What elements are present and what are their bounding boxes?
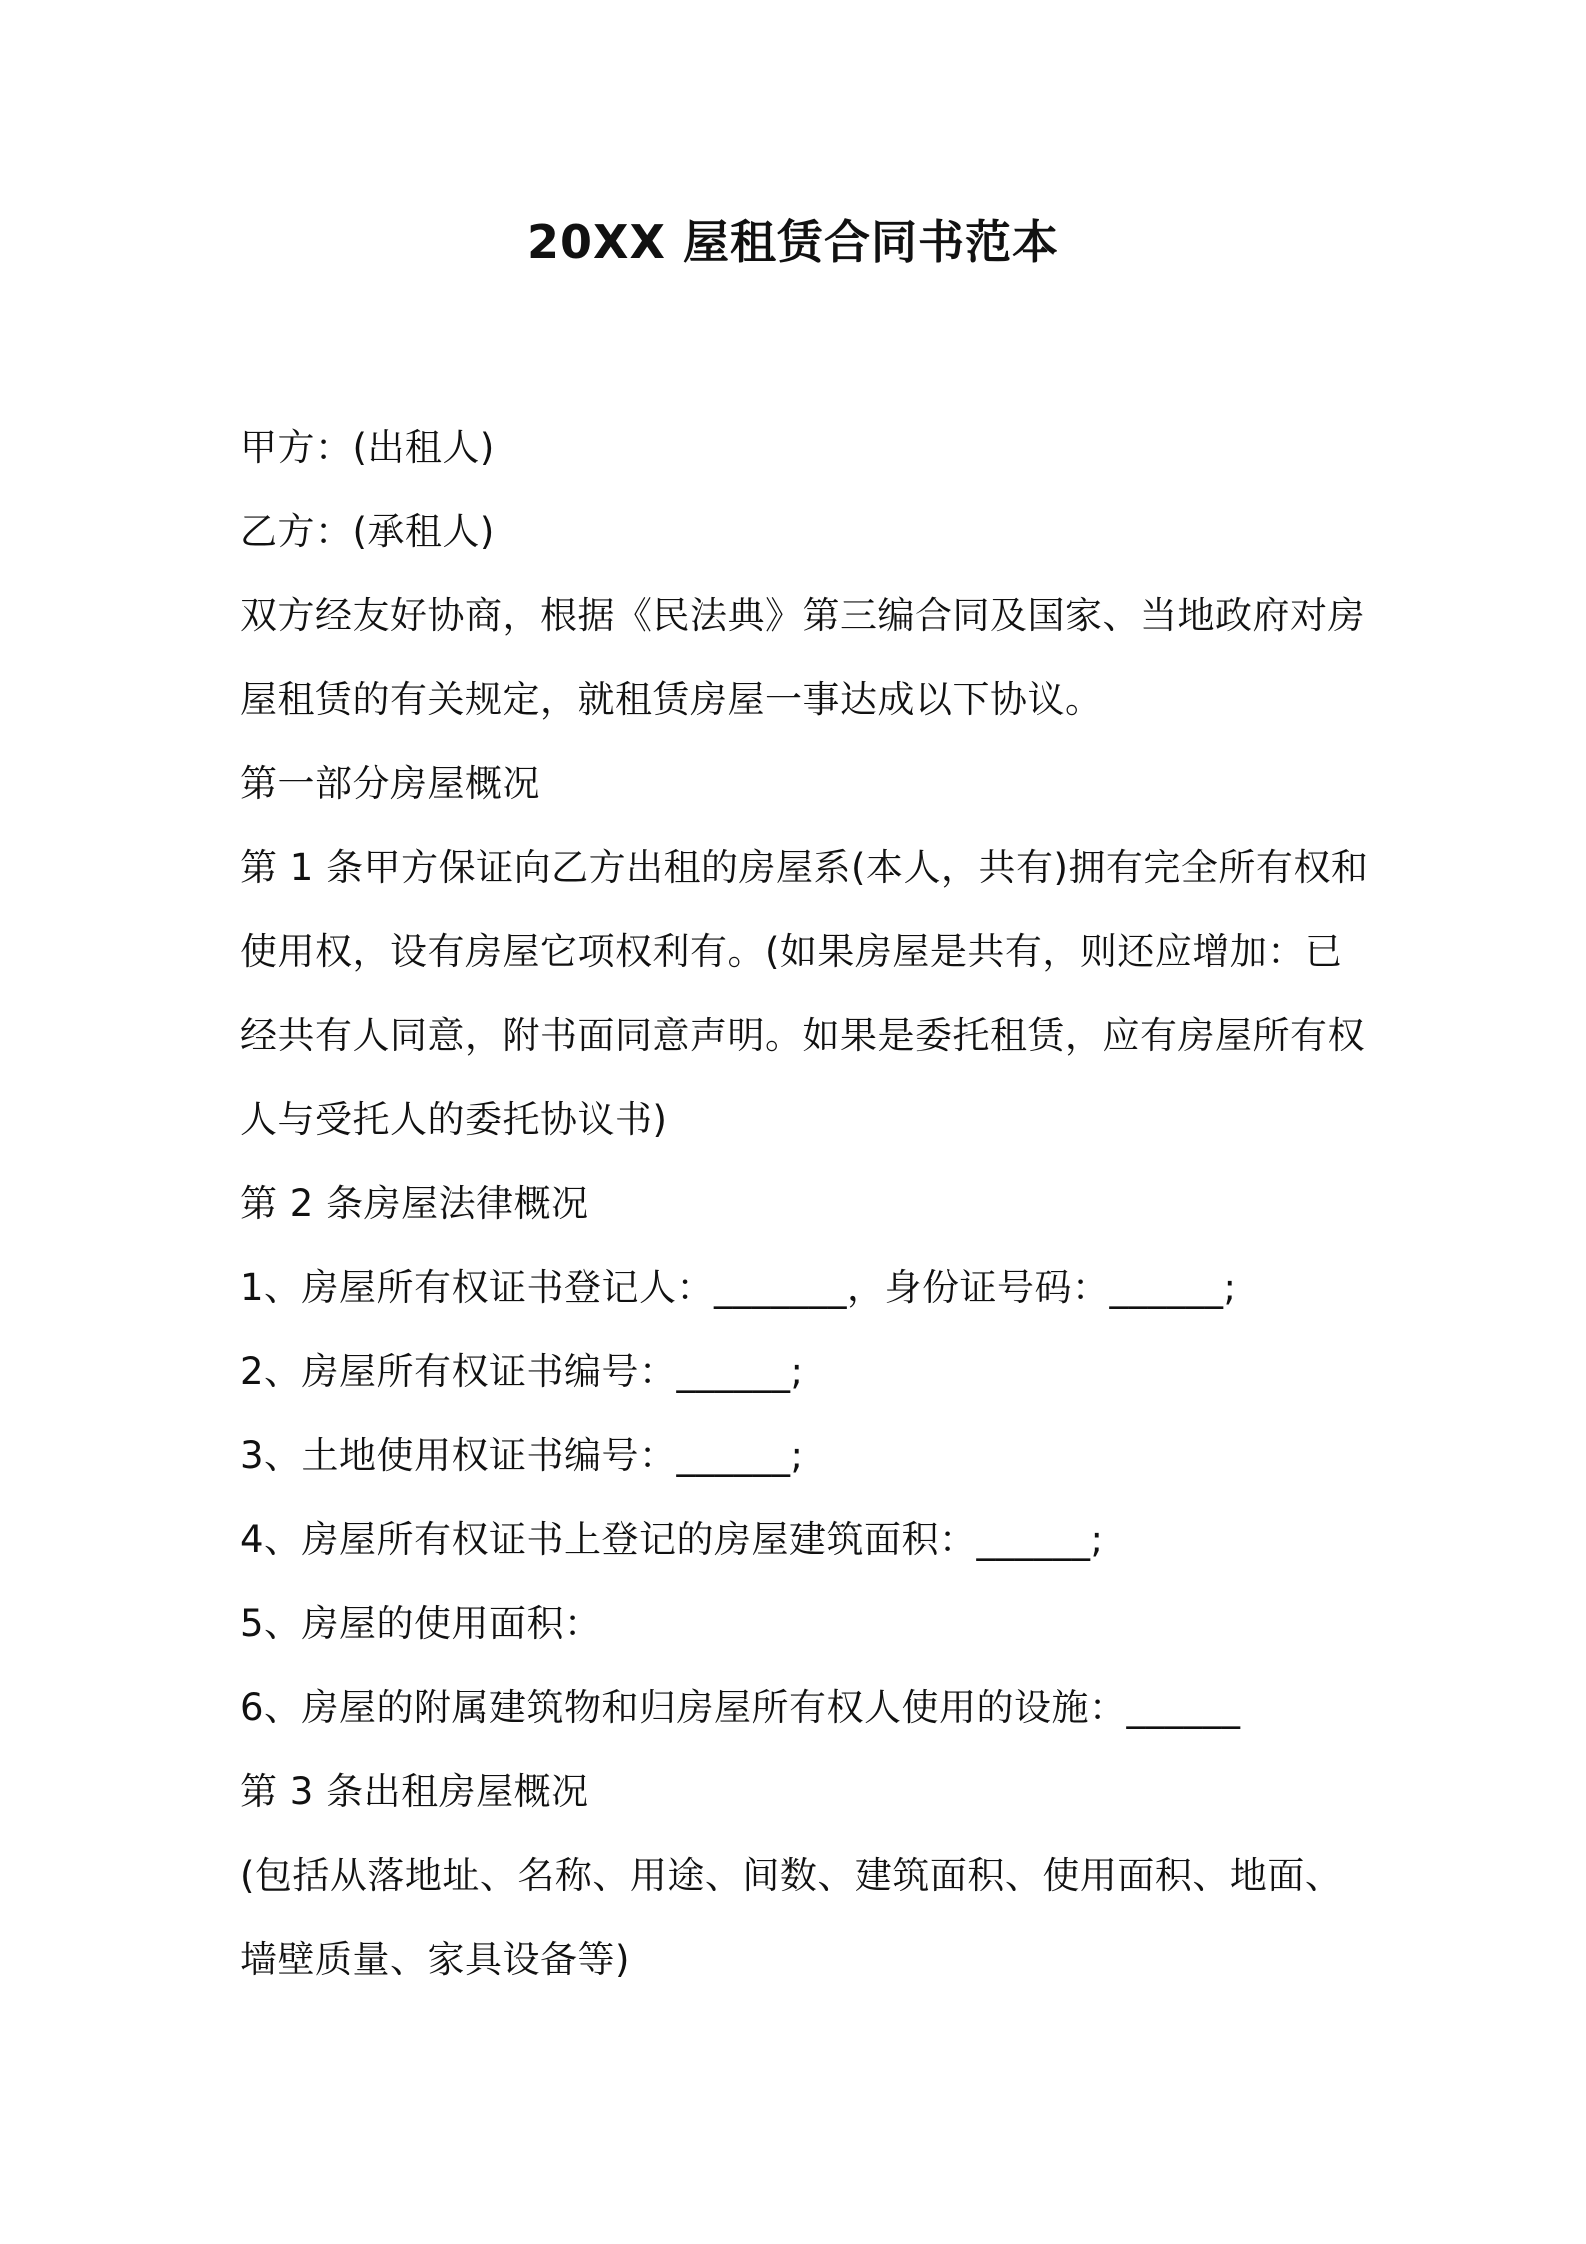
- article-1-line-1: 第 1 条甲方保证向乙方出租的房屋系(本人，共有)拥有完全所有权和: [240, 846, 1369, 889]
- article-2-heading: 第 2 条房屋法律概况: [240, 1182, 589, 1225]
- party-b-line: 乙方：(承租人): [240, 510, 495, 553]
- article-2-item-6: 6、房屋的附属建筑物和归房屋所有权人使用的设施：______: [240, 1686, 1241, 1729]
- article-2-item-3: 3、土地使用权证书编号：______;: [240, 1434, 804, 1477]
- article-1-line-2: 使用权，设有房屋它项权利有。(如果房屋是共有，则还应增加：已: [240, 930, 1343, 973]
- article-2-item-5: 5、房屋的使用面积：: [240, 1602, 602, 1645]
- article-3-line-1: (包括从落地址、名称、用途、间数、建筑面积、使用面积、地面、: [240, 1854, 1343, 1897]
- article-2-item-2: 2、房屋所有权证书编号：______;: [240, 1350, 804, 1393]
- party-a-line: 甲方：(出租人): [240, 426, 495, 469]
- article-1-line-4: 人与受托人的委托协议书): [240, 1098, 668, 1141]
- article-2-item-4: 4、房屋所有权证书上登记的房屋建筑面积：______;: [240, 1518, 1104, 1561]
- section-heading-part-1: 第一部分房屋概况: [240, 762, 540, 805]
- document-body: [240, 406, 1369, 2002]
- article-2-item-1: 1、房屋所有权证书登记人：_______，身份证号码：______;: [240, 1266, 1237, 1309]
- preamble-line-2: 屋租赁的有关规定，就租赁房屋一事达成以下协议。: [240, 678, 1103, 721]
- article-1-line-3: 经共有人同意，附书面同意声明。如果是委托租赁，应有房屋所有权: [240, 1014, 1365, 1057]
- preamble-line-1: 双方经友好协商，根据《民法典》第三编合同及国家、当地政府对房: [240, 594, 1365, 637]
- document-title: 20XX 屋租赁合同书范本: [527, 215, 1059, 269]
- article-3-heading: 第 3 条出租房屋概况: [240, 1770, 589, 1813]
- article-3-line-2: 墙壁质量、家具设备等): [240, 1938, 630, 1981]
